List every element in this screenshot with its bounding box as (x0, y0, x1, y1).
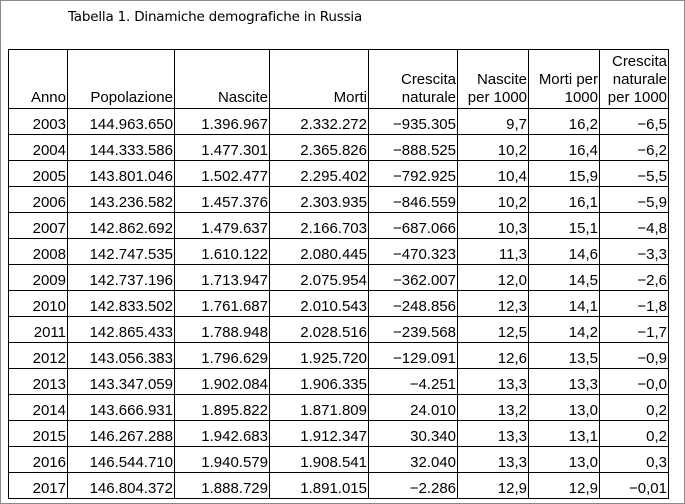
table-cell: 10,4 (458, 161, 529, 187)
table-cell: 13,3 (529, 369, 600, 395)
table-row (9, 369, 669, 395)
table-cell: 2012 (9, 343, 68, 369)
table-cell: 2016 (9, 447, 68, 473)
table-cell: 0,2 (600, 395, 669, 421)
table-cell: 1.502.477 (175, 161, 270, 187)
table-cell: 143.347.059 (68, 369, 175, 395)
table-cell: 14,1 (529, 291, 600, 317)
table-cell: 15,1 (529, 213, 600, 239)
table-row (9, 239, 669, 265)
table-cell: 2.080.445 (270, 239, 369, 265)
table-row (9, 213, 669, 239)
table-cell: −2,6 (600, 265, 669, 291)
table-cell: 10,2 (458, 135, 529, 161)
table-cell: 146.267.288 (68, 421, 175, 447)
table-cell: −4.251 (369, 369, 458, 395)
table-cell: 2.332.272 (270, 109, 369, 135)
table-row (9, 265, 669, 291)
table-cell: −6,5 (600, 109, 669, 135)
column-header (175, 50, 270, 109)
table-cell: 13,3 (458, 447, 529, 473)
table-row (9, 421, 669, 447)
table-cell: 2009 (9, 265, 68, 291)
header-row (9, 50, 669, 109)
table-cell: 144.963.650 (68, 109, 175, 135)
column-header-line: Morti per (538, 71, 598, 88)
table-cell: 1.610.122 (175, 239, 270, 265)
table-cell: 2.365.826 (270, 135, 369, 161)
table-cell: −239.568 (369, 317, 458, 343)
column-header (9, 50, 68, 109)
table-cell: 13,0 (529, 447, 600, 473)
table-cell: 13,1 (529, 421, 600, 447)
table-cell: 2006 (9, 187, 68, 213)
table-row (9, 343, 669, 369)
table-cell: 146.804.372 (68, 473, 175, 499)
table-cell: 142.833.502 (68, 291, 175, 317)
table-cell: 2007 (9, 213, 68, 239)
table-cell: −0,01 (600, 473, 669, 499)
table-cell: 2010 (9, 291, 68, 317)
table-cell: 2.166.703 (270, 213, 369, 239)
table-cell: 142.862.692 (68, 213, 175, 239)
table-cell: 0,3 (600, 447, 669, 473)
table-cell: 9,7 (458, 109, 529, 135)
table-cell: 15,9 (529, 161, 600, 187)
table-row (9, 187, 669, 213)
table-cell: 2017 (9, 473, 68, 499)
table-cell: 1.902.084 (175, 369, 270, 395)
table-cell: 16,1 (529, 187, 600, 213)
table-cell: 1.796.629 (175, 343, 270, 369)
column-header-line: Popolazione (90, 89, 173, 106)
column-header (270, 50, 369, 109)
table-cell: 0,2 (600, 421, 669, 447)
table-cell: 12,9 (458, 473, 529, 499)
table-row (9, 317, 669, 343)
table-cell: −6,2 (600, 135, 669, 161)
table-cell: 12,0 (458, 265, 529, 291)
column-header-line: naturale (612, 71, 667, 88)
table-cell: 2011 (9, 317, 68, 343)
table-cell: 10,3 (458, 213, 529, 239)
table-cell: 1.908.541 (270, 447, 369, 473)
table-cell: 142.747.535 (68, 239, 175, 265)
table-cell: 1.396.967 (175, 109, 270, 135)
table-cell: 1.942.683 (175, 421, 270, 447)
column-header (529, 50, 600, 109)
table-cell: 12,5 (458, 317, 529, 343)
table-cell: −1,7 (600, 317, 669, 343)
table-cell: 144.333.586 (68, 135, 175, 161)
column-header-line: Nascite (476, 71, 527, 88)
table-cell: 12,3 (458, 291, 529, 317)
table-cell: −129.091 (369, 343, 458, 369)
table-cell: 11,3 (458, 239, 529, 265)
table-cell: −2.286 (369, 473, 458, 499)
table-cell: 24.010 (369, 395, 458, 421)
table-cell: 1.871.809 (270, 395, 369, 421)
table-cell: 1.906.335 (270, 369, 369, 395)
table-cell: 142.865.433 (68, 317, 175, 343)
column-header-line: Nascite (217, 89, 268, 106)
table-cell: 2013 (9, 369, 68, 395)
table-cell: 1.891.015 (270, 473, 369, 499)
table-cell: 13,2 (458, 395, 529, 421)
table-cell: 16,2 (529, 109, 600, 135)
table-cell: −248.856 (369, 291, 458, 317)
table-cell: 2003 (9, 109, 68, 135)
demographics-table (8, 49, 669, 499)
table-cell: 13,0 (529, 395, 600, 421)
column-header-line: Morti (333, 89, 367, 106)
table-cell: −0,0 (600, 369, 669, 395)
table-cell: 1.713.947 (175, 265, 270, 291)
table-cell: 1.888.729 (175, 473, 270, 499)
table-cell: −5,9 (600, 187, 669, 213)
table-cell: 143.801.046 (68, 161, 175, 187)
table-cell: 2015 (9, 421, 68, 447)
table-cell: 2004 (9, 135, 68, 161)
table-cell: 1.457.376 (175, 187, 270, 213)
table-cell: −470.323 (369, 239, 458, 265)
table-cell: −1,8 (600, 291, 669, 317)
table-cell: −362.007 (369, 265, 458, 291)
table-cell: 2008 (9, 239, 68, 265)
table-cell: 30.340 (369, 421, 458, 447)
table-row (9, 447, 669, 473)
column-header (600, 50, 669, 109)
table-cell: 1.788.948 (175, 317, 270, 343)
table-row (9, 473, 669, 499)
column-header-line: naturale (401, 89, 456, 106)
table-cell: 2.303.935 (270, 187, 369, 213)
column-header (458, 50, 529, 109)
table-cell: 1.477.301 (175, 135, 270, 161)
column-header-line: per 1000 (607, 89, 667, 106)
table-cell: −5,5 (600, 161, 669, 187)
table-cell: 2.028.516 (270, 317, 369, 343)
table-cell: 14,5 (529, 265, 600, 291)
table-cell: −888.525 (369, 135, 458, 161)
table-cell: 1.912.347 (270, 421, 369, 447)
table-cell: 32.040 (369, 447, 458, 473)
table-cell: 16,4 (529, 135, 600, 161)
table-cell: 2005 (9, 161, 68, 187)
table-cell: 13,5 (529, 343, 600, 369)
table-cell: 143.236.582 (68, 187, 175, 213)
table-cell: 1.895.822 (175, 395, 270, 421)
table-cell: 13,3 (458, 421, 529, 447)
table-cell: 2014 (9, 395, 68, 421)
column-header (369, 50, 458, 109)
table-cell: −3,3 (600, 239, 669, 265)
table-cell: 13,3 (458, 369, 529, 395)
table-row (9, 109, 669, 135)
table-cell: 143.056.383 (68, 343, 175, 369)
table-cell: −687.066 (369, 213, 458, 239)
table-cell: −846.559 (369, 187, 458, 213)
column-header (68, 50, 175, 109)
table-row (9, 395, 669, 421)
table-cell: 1.479.637 (175, 213, 270, 239)
table-cell: 1.761.687 (175, 291, 270, 317)
table-cell: 14,6 (529, 239, 600, 265)
column-header-line: per 1000 (467, 89, 527, 106)
table-cell: 14,2 (529, 317, 600, 343)
column-header-line: Crescita (400, 71, 456, 88)
table-cell: −4,8 (600, 213, 669, 239)
table-cell: 1.925.720 (270, 343, 369, 369)
table-cell: 1.940.579 (175, 447, 270, 473)
table-cell: 10,2 (458, 187, 529, 213)
table-cell: 142.737.196 (68, 265, 175, 291)
table-cell: 12,6 (458, 343, 529, 369)
table-cell: 2.295.402 (270, 161, 369, 187)
column-header-line: Anno (30, 89, 66, 106)
table-cell: 2.010.543 (270, 291, 369, 317)
table-cell: −935.305 (369, 109, 458, 135)
table-caption: Tabella 1. Dinamiche demografiche in Russia (68, 9, 363, 25)
table-cell: −792.925 (369, 161, 458, 187)
column-header-line: Crescita (611, 53, 667, 70)
table-cell: 146.544.710 (68, 447, 175, 473)
table-row (9, 135, 669, 161)
table-cell: 2.075.954 (270, 265, 369, 291)
column-header-line: 1000 (564, 89, 598, 106)
table-cell: 12,9 (529, 473, 600, 499)
table-row (9, 161, 669, 187)
table-cell: −0,9 (600, 343, 669, 369)
table-body (9, 109, 669, 499)
table-row (9, 291, 669, 317)
table-cell: 143.666.931 (68, 395, 175, 421)
